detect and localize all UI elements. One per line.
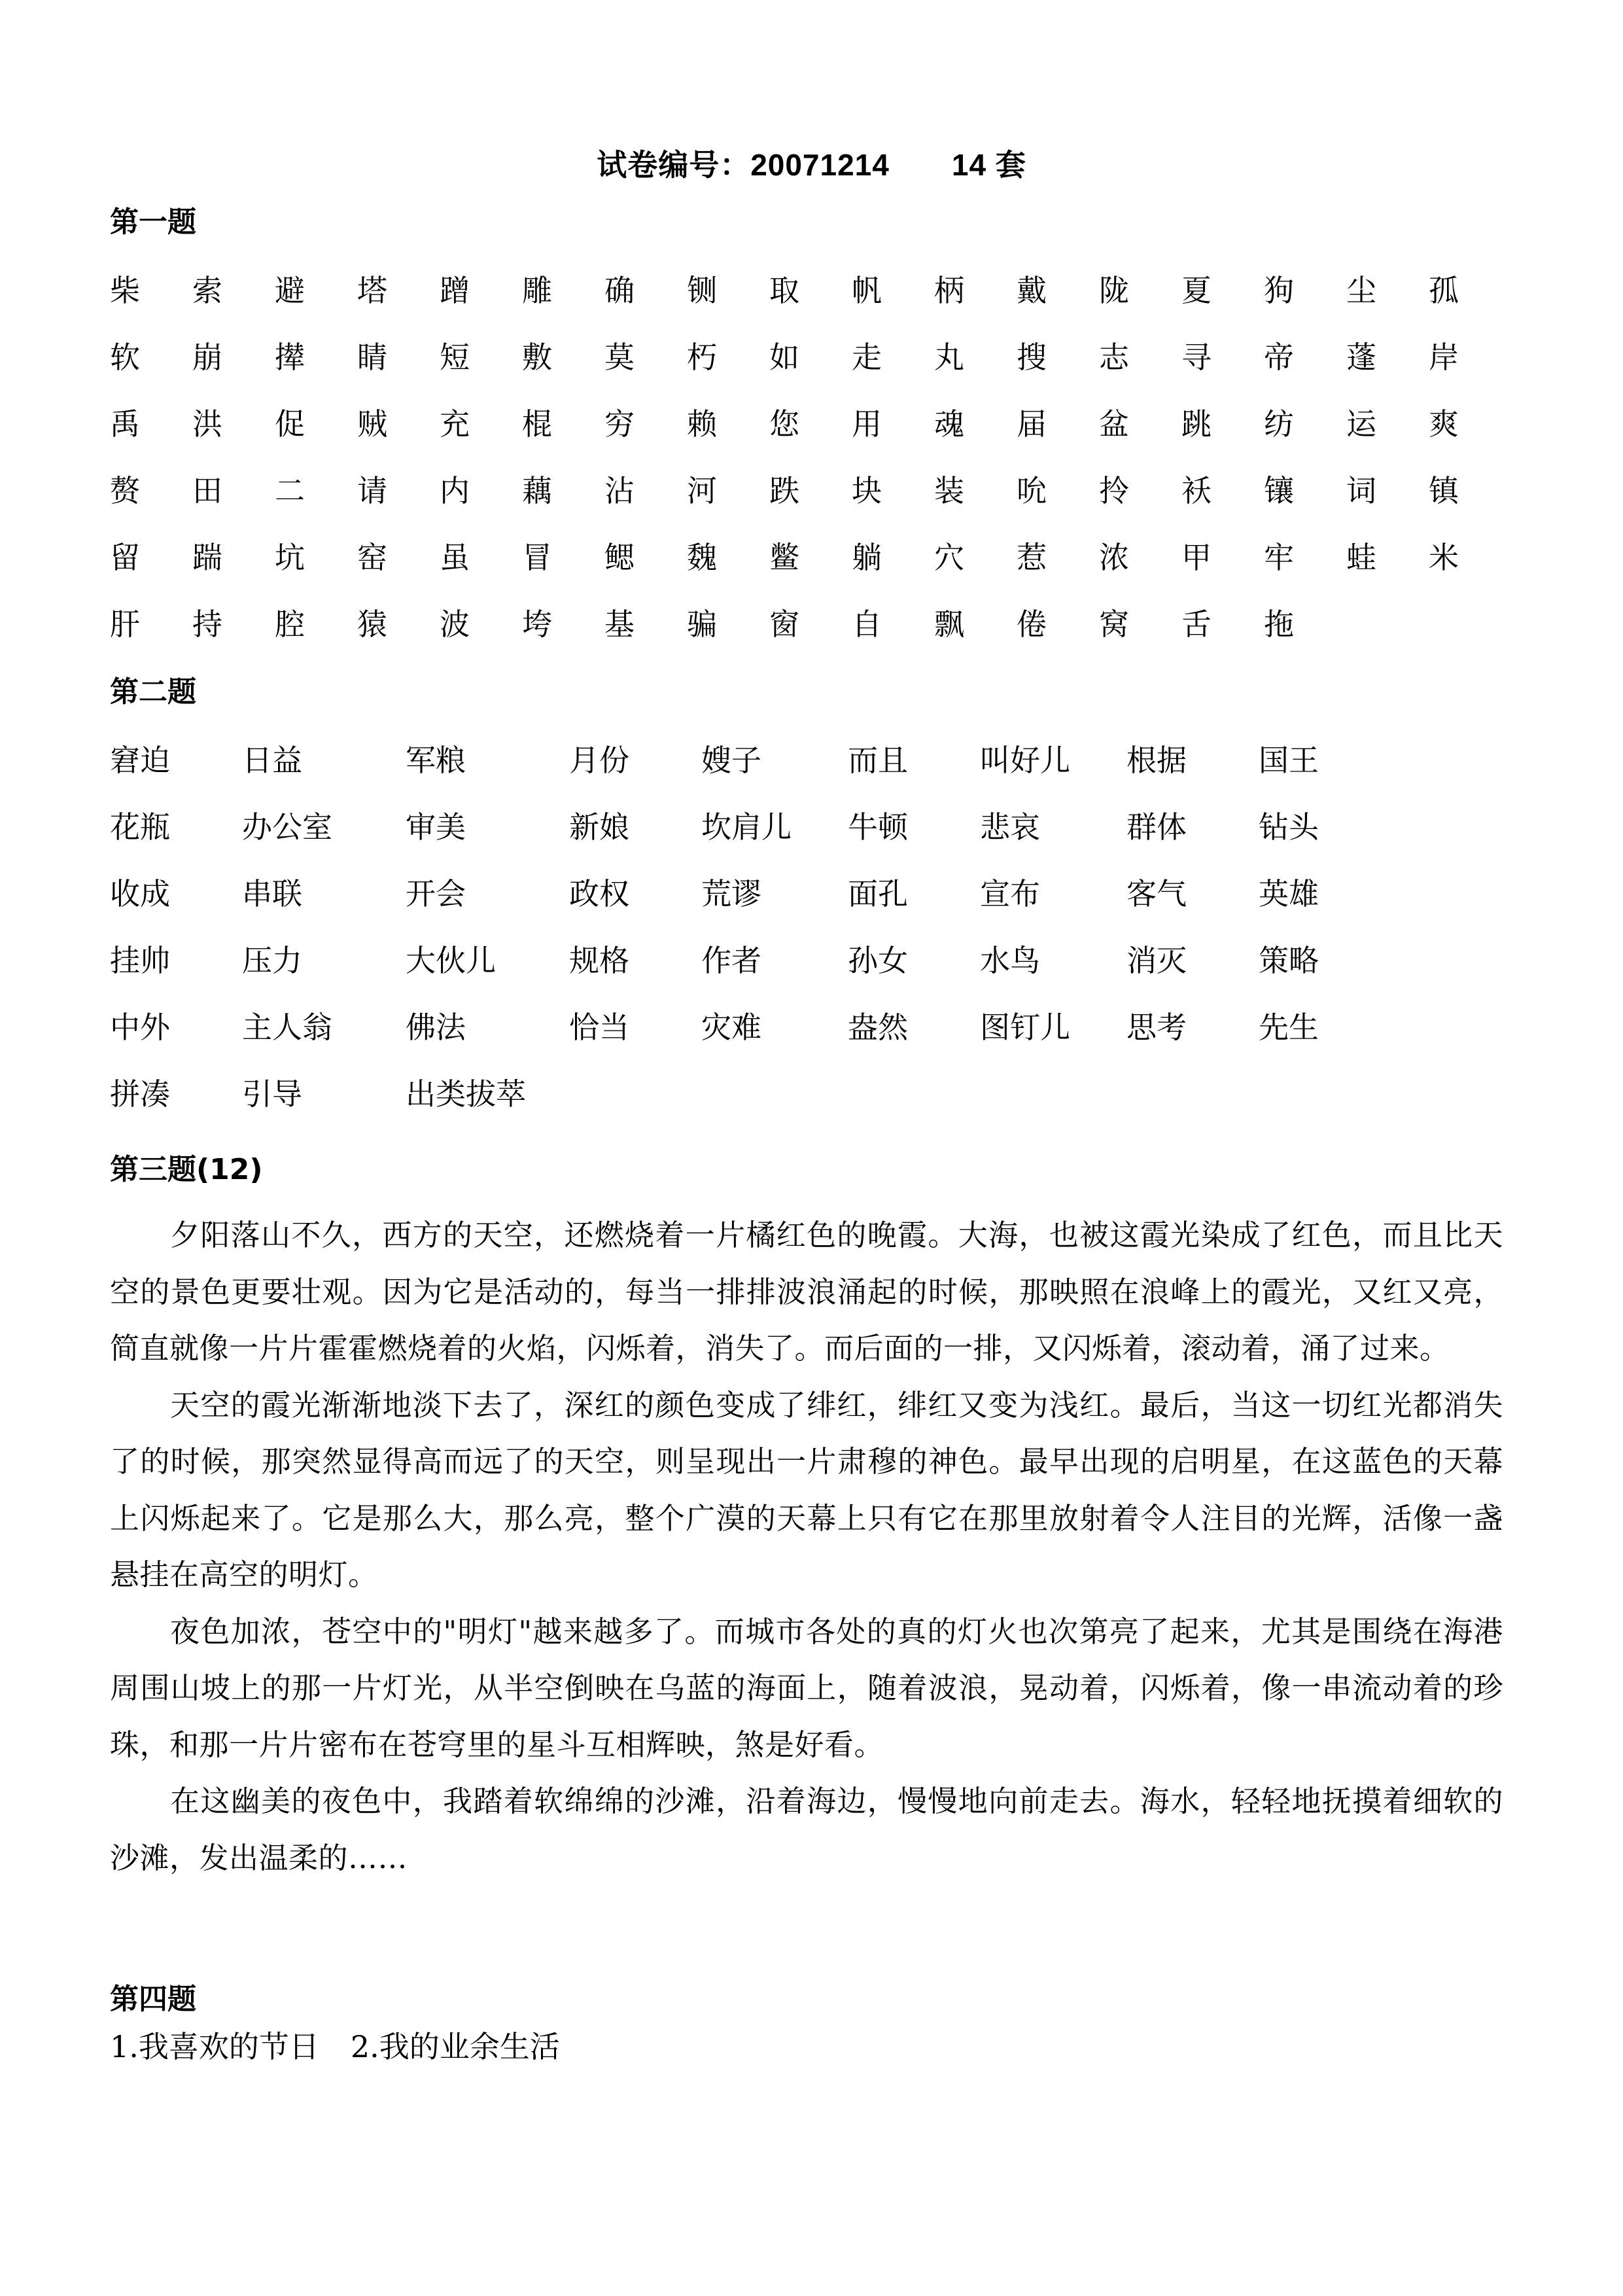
- character-row: [110, 331, 1549, 398]
- word-item: 策略: [1259, 943, 1319, 978]
- word-item: 牛顿: [848, 809, 908, 845]
- word-item: 盎然: [848, 1010, 908, 1045]
- character-item: 运: [1346, 406, 1376, 442]
- word-item: 中外: [110, 1010, 170, 1045]
- character-item: 盆: [1099, 406, 1129, 442]
- word-item: 压力: [242, 943, 302, 978]
- word-item: 荒谬: [701, 876, 761, 911]
- word-item: 引导: [242, 1076, 302, 1112]
- word-item: 大伙儿: [406, 943, 496, 978]
- word-item: 恰当: [569, 1010, 629, 1045]
- character-item: 走: [852, 340, 882, 375]
- word-row: [110, 1068, 1549, 1135]
- word-item: 群体: [1126, 809, 1187, 845]
- word-item: 军粮: [406, 743, 466, 778]
- character-item: 基: [604, 607, 635, 642]
- character-item: 陇: [1099, 273, 1129, 308]
- character-item: 洪: [192, 406, 222, 442]
- character-item: 河: [687, 473, 717, 508]
- character-item: 惹: [1017, 540, 1047, 575]
- character-item: 拎: [1099, 473, 1129, 508]
- character-item: 莫: [604, 340, 635, 375]
- character-item: 戴: [1017, 273, 1047, 308]
- passage-paragraph: 夜色加浓，苍空中的"明灯"越来越多了。而城市各处的真的灯火也次第亮了起来，尤其是围绕在海港周围山坡上的那一片灯光，从半空倒映在乌蓝的海面上，随着波浪，晃动着，闪烁着，像一串流动着的珍珠，和那一片片密布在苍穹里的星斗互相辉映，煞是好看。: [110, 1614, 1503, 1762]
- character-item: 词: [1346, 473, 1376, 508]
- word-item: 窘迫: [110, 743, 170, 778]
- word-item: 办公室: [242, 809, 332, 845]
- topic-1: 1.我喜欢的节日: [110, 2029, 319, 2064]
- character-item: 甲: [1181, 540, 1212, 575]
- character-item: 用: [852, 406, 882, 442]
- character-item: 躺: [852, 540, 882, 575]
- character-item: 吮: [1017, 473, 1047, 508]
- character-item: 铡: [687, 273, 717, 308]
- character-item: 如: [769, 340, 799, 375]
- word-item: 水鸟: [980, 943, 1040, 978]
- character-item: 寻: [1181, 340, 1212, 375]
- character-item: 丸: [934, 340, 964, 375]
- word-item: 主人翁: [242, 1010, 332, 1045]
- character-row: [110, 465, 1549, 531]
- section-4-topics: [110, 2027, 560, 2066]
- character-item: 穷: [604, 406, 635, 442]
- word-item: 思考: [1126, 1010, 1187, 1045]
- character-item: 柴: [110, 273, 140, 308]
- character-item: 蓬: [1346, 340, 1376, 375]
- character-row: [110, 531, 1549, 598]
- character-item: 柄: [934, 273, 964, 308]
- character-item: 倦: [1017, 607, 1047, 642]
- character-item: 请: [357, 473, 387, 508]
- word-item: 叫好儿: [980, 743, 1070, 778]
- character-item: 岸: [1429, 340, 1459, 375]
- exam-number: 试卷编号：20071214: [597, 148, 890, 182]
- word-item: 出类拔萃: [406, 1076, 526, 1112]
- word-item: 先生: [1259, 1010, 1319, 1045]
- character-item: 浓: [1099, 540, 1129, 575]
- exam-set: 14 套: [951, 148, 1026, 182]
- section-3-passage: [110, 1207, 1503, 1886]
- section-1-character-grid: [110, 264, 1549, 665]
- section-2-word-grid: [110, 734, 1549, 1135]
- character-item: 塔: [357, 273, 387, 308]
- character-item: 赘: [110, 473, 140, 508]
- topic-2: 2.我的业余生活: [350, 2029, 560, 2064]
- character-item: 坑: [275, 540, 305, 575]
- word-item: 挂帅: [110, 943, 170, 978]
- character-row: [110, 598, 1549, 665]
- word-item: 作者: [701, 943, 761, 978]
- character-item: 软: [110, 340, 140, 375]
- exam-title: [0, 145, 1623, 185]
- character-item: 志: [1099, 340, 1129, 375]
- word-item: 宣布: [980, 876, 1040, 911]
- character-item: 跳: [1181, 406, 1212, 442]
- section-2-heading: 第二题: [110, 675, 196, 709]
- character-item: 波: [440, 607, 470, 642]
- character-item: 魂: [934, 406, 964, 442]
- character-item: 狗: [1264, 273, 1294, 308]
- character-item: 米: [1429, 540, 1459, 575]
- word-row: [110, 934, 1549, 1001]
- character-item: 帝: [1264, 340, 1294, 375]
- character-item: 猿: [357, 607, 387, 642]
- word-item: 英雄: [1259, 876, 1319, 911]
- character-item: 鳖: [769, 540, 799, 575]
- character-item: 索: [192, 273, 222, 308]
- character-item: 窗: [769, 607, 799, 642]
- character-item: 沾: [604, 473, 635, 508]
- character-item: 骗: [687, 607, 717, 642]
- character-item: 藕: [522, 473, 552, 508]
- character-item: 取: [769, 273, 799, 308]
- character-item: 蹭: [440, 273, 470, 308]
- character-item: 拖: [1264, 607, 1294, 642]
- character-item: 敷: [522, 340, 552, 375]
- character-item: 腔: [275, 607, 305, 642]
- character-item: 禹: [110, 406, 140, 442]
- word-item: 日益: [242, 743, 302, 778]
- word-item: 拼凑: [110, 1076, 170, 1112]
- character-item: 肝: [110, 607, 140, 642]
- character-row: [110, 398, 1549, 465]
- character-item: 夏: [1181, 273, 1212, 308]
- character-item: 搜: [1017, 340, 1047, 375]
- word-item: 收成: [110, 876, 170, 911]
- character-item: 牢: [1264, 540, 1294, 575]
- character-item: 孤: [1429, 273, 1459, 308]
- character-item: 穴: [934, 540, 964, 575]
- character-item: 冒: [522, 540, 552, 575]
- word-item: 客气: [1126, 876, 1187, 911]
- character-item: 垮: [522, 607, 552, 642]
- character-item: 镶: [1264, 473, 1294, 508]
- word-item: 串联: [242, 876, 302, 911]
- word-item: 钻头: [1259, 809, 1319, 845]
- word-row: [110, 801, 1549, 868]
- word-item: 灾难: [701, 1010, 761, 1045]
- character-item: 睛: [357, 340, 387, 375]
- character-item: 持: [192, 607, 222, 642]
- word-item: 政权: [569, 876, 629, 911]
- passage-paragraph: 在这幽美的夜色中，我踏着软绵绵的沙滩，沿着海边，慢慢地向前走去。海水，轻轻地抚摸着细软的沙滩，发出温柔的……: [110, 1784, 1503, 1875]
- word-row: [110, 1001, 1549, 1068]
- section-1-heading: 第一题: [110, 205, 196, 239]
- word-row: [110, 868, 1549, 934]
- word-item: 而且: [848, 743, 908, 778]
- character-item: 田: [192, 473, 222, 508]
- character-item: 舌: [1181, 607, 1212, 642]
- passage-paragraph: 夕阳落山不久，西方的天空，还燃烧着一片橘红色的晚霞。大海，也被这霞光染成了红色，而且比天空的景色更要壮观。因为它是活动的，每当一排排波浪涌起的时候，那映照在浪峰上的霞光，又红又亮，简直就像一片片霍霍燃烧着的火焰，闪烁着，消失了。而后面的一排，又闪烁着，滚动着，涌了过来。: [110, 1218, 1503, 1366]
- section-4-heading: 第四题: [110, 1983, 196, 2016]
- character-item: 窑: [357, 540, 387, 575]
- character-item: 促: [275, 406, 305, 442]
- word-item: 嫂子: [701, 743, 761, 778]
- word-item: 孙女: [848, 943, 908, 978]
- character-item: 您: [769, 406, 799, 442]
- character-item: 避: [275, 273, 305, 308]
- word-item: 根据: [1126, 743, 1187, 778]
- word-item: 花瓶: [110, 809, 170, 845]
- character-item: 魏: [687, 540, 717, 575]
- character-item: 蛙: [1346, 540, 1376, 575]
- character-item: 棍: [522, 406, 552, 442]
- character-item: 爽: [1429, 406, 1459, 442]
- character-item: 鳃: [604, 540, 635, 575]
- section-3-heading: 第三题(12): [110, 1153, 263, 1186]
- character-item: 块: [852, 473, 882, 508]
- word-item: 国王: [1259, 743, 1319, 778]
- character-item: 纺: [1264, 406, 1294, 442]
- character-item: 内: [440, 473, 470, 508]
- character-item: 自: [852, 607, 882, 642]
- character-item: 帆: [852, 273, 882, 308]
- character-item: 踹: [192, 540, 222, 575]
- character-item: 贼: [357, 406, 387, 442]
- character-item: 装: [934, 473, 964, 508]
- word-item: 月份: [569, 743, 629, 778]
- character-item: 短: [440, 340, 470, 375]
- character-item: 留: [110, 540, 140, 575]
- word-item: 规格: [569, 943, 629, 978]
- character-item: 袄: [1181, 473, 1212, 508]
- character-item: 镇: [1429, 473, 1459, 508]
- word-item: 消灭: [1126, 943, 1187, 978]
- word-item: 悲哀: [980, 809, 1040, 845]
- character-item: 跌: [769, 473, 799, 508]
- word-item: 开会: [406, 876, 466, 911]
- character-item: 雕: [522, 273, 552, 308]
- word-item: 新娘: [569, 809, 629, 845]
- word-item: 审美: [406, 809, 466, 845]
- character-item: 赖: [687, 406, 717, 442]
- character-item: 飘: [934, 607, 964, 642]
- character-item: 二: [275, 473, 305, 508]
- character-item: 虽: [440, 540, 470, 575]
- word-item: 面孔: [848, 876, 908, 911]
- character-item: 崩: [192, 340, 222, 375]
- character-item: 尘: [1346, 273, 1376, 308]
- word-item: 图钉儿: [980, 1010, 1070, 1045]
- character-item: 充: [440, 406, 470, 442]
- character-item: 撵: [275, 340, 305, 375]
- word-item: 坎肩儿: [701, 809, 792, 845]
- character-item: 确: [604, 273, 635, 308]
- character-item: 窝: [1099, 607, 1129, 642]
- character-item: 朽: [687, 340, 717, 375]
- word-item: 佛法: [406, 1010, 466, 1045]
- word-row: [110, 734, 1549, 801]
- character-row: [110, 264, 1549, 331]
- character-item: 届: [1017, 406, 1047, 442]
- passage-paragraph: 天空的霞光渐渐地淡下去了，深红的颜色变成了绯红，绯红又变为浅红。最后，当这一切红光都消失了的时候，那突然显得高而远了的天空，则呈现出一片肃穆的神色。最早出现的启明星，在这蓝色的天幕上闪烁起来了。它是那么大，那么亮，整个广漠的天幕上只有它在那里放射着令人注目的光辉，活像一盏悬挂在高空的明灯。: [110, 1387, 1503, 1592]
